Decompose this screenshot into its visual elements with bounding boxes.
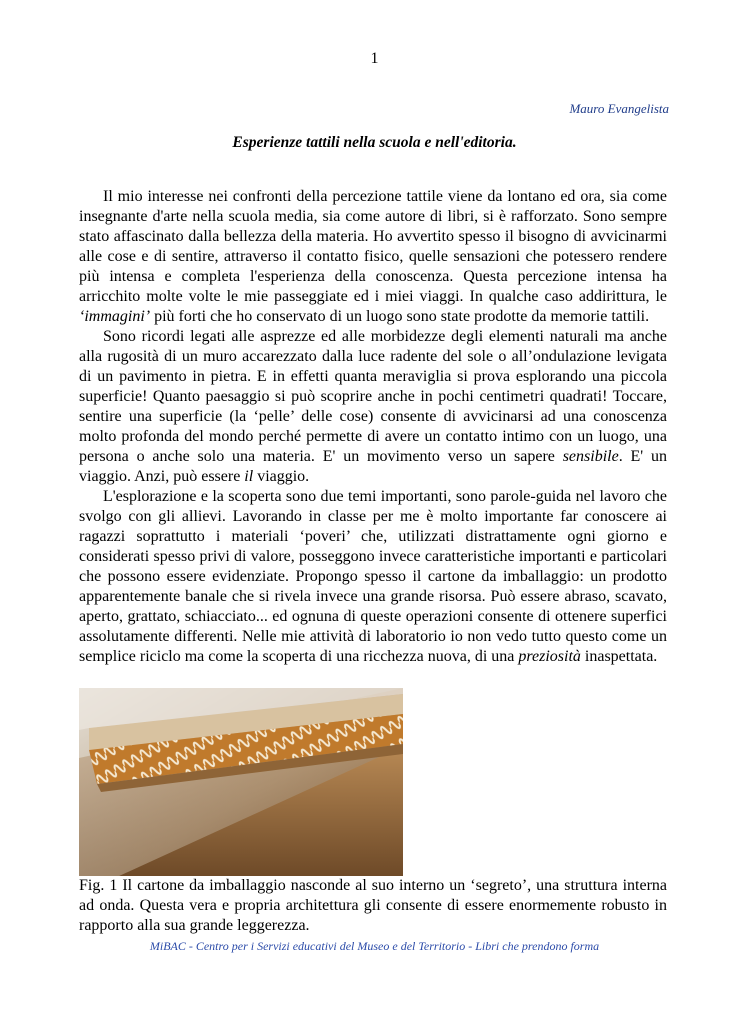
body-text: [79, 187, 667, 667]
paragraph-3: L'esplorazione e la scoperta sono due temi importanti, sono parole-guida nel lavoro che svolgo con gli allievi. Lavorando in classe per me è molto importante far conoscere ai ragazzi soprattutto i materiali ‘poveri’ che, utilizzati distrattamente ogni giorno e considerati spesso privi di valore, posseggono invece caratteristiche importanti e particolari che possono essere evidenziate. Propongo spesso il cartone da imballaggio: un prodotto apparentemente banale che si rivela invece una grande risorsa. Può essere abraso, scavato, aperto, grattato, schiacciato... ed ognuna di queste operazioni consente di ottenere superfici assolutamente differenti. Nelle mie attività di laboratorio io non vedo tutto questo come un semplice riciclo ma come la scoperta di una ricchezza nuova, di una preziosità inaspettata.: [79, 488, 667, 665]
figure-caption: Fig. 1 Il cartone da imballaggio nasconde al suo interno un ‘segreto’, una struttura interna ad onda. Questa vera e propria architettura gli consente di essere enormemente robusto in rapporto alla sua grande leggerezza.: [79, 877, 667, 934]
paragraph-1: Il mio interesse nei confronti della percezione tattile viene da lontano ed ora, sia come insegnante d'arte nella scuola media, sia come autore di libri, si è rafforzato. Sono sempre stato affascinato dalla bellezza della materia. Ho avvertito spesso il bisogno di avvicinarmi alle cose e di sentire, attraverso il contatto fisico, quelle sensazioni che potessero rendere più intensa e completa l'esperienza della conoscenza. Questa percezione intensa ha arricchito molte volte le mie passeggiate ed i miei viaggi. In qualche caso addirittura, le ‘immagini’ più forti che ho conservato di un luogo sono state prodotte da memorie tattili.: [79, 188, 667, 325]
author-name: Mauro Evangelista: [569, 101, 669, 116]
page-number: 1: [370, 50, 379, 67]
cardboard-photo: [79, 688, 403, 876]
document-title: Esperienze tattili nella scuola e nell'editoria.: [232, 134, 517, 151]
page-footer: MiBAC - Centro per i Servizi educativi del Museo e del Territorio - Libri che prendono forma: [149, 939, 600, 953]
paragraph-2: Sono ricordi legati alle asprezze ed alle morbidezze degli elementi naturali ma anche alla rugosità di un muro accarezzato dalla luce radente del sole o all’ondulazione levigata di un pavimento in pietra. E in effetti quanta meraviglia si prova esplorando una piccola superficie! Quanto paesaggio si può scoprire anche in pochi centimetri quadrati! Toccare, sentire una superficie (la ‘pelle’ delle cose) consente di avvicinarsi ad una conoscenza molto profonda del mondo perché permette di avere un contatto intimo con un luogo, una persona o anche solo una materia. E' un movimento verso un sapere sensibile. E' un viaggio. Anzi, può essere il viaggio.: [79, 328, 667, 485]
